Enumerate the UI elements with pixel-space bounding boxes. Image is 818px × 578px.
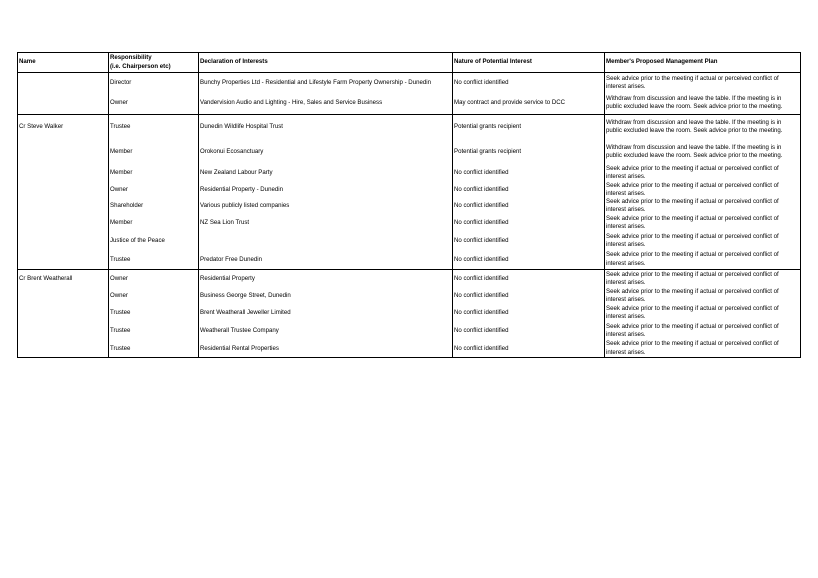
cell-responsibility: Owner <box>109 93 199 115</box>
cell-plan: Seek advice prior to the meeting if actual or perceived conflict of interest arises. <box>605 250 801 270</box>
cell-name <box>18 198 109 215</box>
cell-responsibility: Member <box>109 140 199 165</box>
cell-responsibility: Trustee <box>109 322 199 340</box>
cell-declaration: Residential Property <box>199 270 453 288</box>
header-responsibility-line1: Responsibility <box>110 54 152 62</box>
table-row <box>18 198 801 215</box>
cell-name <box>18 322 109 340</box>
cell-declaration: Predator Free Dunedin <box>199 250 453 270</box>
cell-name <box>18 232 109 250</box>
cell-nature: No conflict identified <box>453 182 605 198</box>
cell-plan: Withdraw from discussion and leave the table. If the meeting is in public excluded leave the room. Seek advice prior to the meeting. <box>605 115 801 140</box>
cell-responsibility: Shareholder <box>109 198 199 215</box>
cell-nature: Potential grants recipient <box>453 115 605 140</box>
cell-declaration: Residential Rental Properties <box>199 340 453 358</box>
cell-responsibility: Trustee <box>109 340 199 358</box>
table-row <box>18 115 801 140</box>
cell-name <box>18 250 109 270</box>
cell-responsibility: Member <box>109 215 199 232</box>
cell-nature: No conflict identified <box>453 322 605 340</box>
cell-plan: Withdraw from discussion and leave the table. If the meeting is in public excluded leave the room. Seek advice prior to the meeting. <box>605 140 801 165</box>
table-row <box>18 232 801 250</box>
cell-plan: Seek advice prior to the meeting if actual or perceived conflict of interest arises. <box>605 73 801 93</box>
cell-nature: No conflict identified <box>453 165 605 182</box>
cell-responsibility: Owner <box>109 270 199 288</box>
cell-nature: No conflict identified <box>453 232 605 250</box>
cell-plan: Seek advice prior to the meeting if actual or perceived conflict of interest arises. <box>605 165 801 182</box>
cell-name <box>18 165 109 182</box>
cell-responsibility: Trustee <box>109 305 199 322</box>
cell-declaration: New Zealand Labour Party <box>199 165 453 182</box>
cell-nature: No conflict identified <box>453 198 605 215</box>
table-row <box>18 182 801 198</box>
interests-register-table <box>17 52 801 358</box>
cell-nature: No conflict identified <box>453 288 605 305</box>
cell-responsibility: Owner <box>109 182 199 198</box>
header-responsibility-line2: (i.e. Chairperson etc) <box>110 62 171 70</box>
cell-declaration: Weatherall Trustee Company <box>199 322 453 340</box>
cell-declaration: Various publicly listed companies <box>199 198 453 215</box>
cell-plan: Seek advice prior to the meeting if actual or perceived conflict of interest arises. <box>605 340 801 358</box>
header-declaration: Declaration of Interests <box>199 53 453 73</box>
table-row <box>18 250 801 270</box>
table-row <box>18 322 801 340</box>
cell-nature: No conflict identified <box>453 340 605 358</box>
header-nature: Nature of Potential Interest <box>453 53 605 73</box>
cell-responsibility: Trustee <box>109 250 199 270</box>
cell-name <box>18 340 109 358</box>
cell-declaration <box>199 232 453 250</box>
cell-nature: No conflict identified <box>453 73 605 93</box>
cell-name <box>18 93 109 115</box>
cell-responsibility: Director <box>109 73 199 93</box>
cell-responsibility: Justice of the Peace <box>109 232 199 250</box>
header-row <box>18 53 801 73</box>
header-name: Name <box>18 53 109 73</box>
table-row <box>18 73 801 93</box>
table-row <box>18 270 801 288</box>
cell-nature: No conflict identified <box>453 215 605 232</box>
cell-responsibility: Member <box>109 165 199 182</box>
cell-nature: No conflict identified <box>453 270 605 288</box>
cell-declaration: Dunedin Wildlife Hospital Trust <box>199 115 453 140</box>
cell-plan: Seek advice prior to the meeting if actual or perceived conflict of interest arises. <box>605 198 801 215</box>
cell-plan: Seek advice prior to the meeting if actual or perceived conflict of interest arises. <box>605 270 801 288</box>
table-row <box>18 93 801 115</box>
cell-declaration: Brent Weatherall Jeweller Limited <box>199 305 453 322</box>
cell-name <box>18 73 109 93</box>
cell-plan: Seek advice prior to the meeting if actual or perceived conflict of interest arises. <box>605 288 801 305</box>
cell-name <box>18 305 109 322</box>
table-row <box>18 140 801 165</box>
cell-responsibility: Owner <box>109 288 199 305</box>
cell-declaration: Business George Street, Dunedin <box>199 288 453 305</box>
cell-plan: Withdraw from discussion and leave the table. If the meeting is in public excluded leave the room. Seek advice prior to the meeting. <box>605 93 801 115</box>
header-responsibility <box>109 53 199 73</box>
cell-name: Cr Steve Walker <box>18 115 109 140</box>
cell-declaration: Bunchy Properties Ltd - Residential and Lifestyle Farm Property Ownership - Dunedin <box>199 73 453 93</box>
cell-nature: Potential grants recipient <box>453 140 605 165</box>
cell-declaration: NZ Sea Lion Trust <box>199 215 453 232</box>
cell-responsibility: Trustee <box>109 115 199 140</box>
cell-declaration: Residential Property - Dunedin <box>199 182 453 198</box>
table-row <box>18 215 801 232</box>
cell-plan: Seek advice prior to the meeting if actual or perceived conflict of interest arises. <box>605 182 801 198</box>
cell-name <box>18 182 109 198</box>
cell-plan: Seek advice prior to the meeting if actual or perceived conflict of interest arises. <box>605 232 801 250</box>
cell-nature: May contract and provide service to DCC <box>453 93 605 115</box>
cell-declaration: Orokonui Ecosanctuary <box>199 140 453 165</box>
cell-name <box>18 288 109 305</box>
cell-plan: Seek advice prior to the meeting if actual or perceived conflict of interest arises. <box>605 215 801 232</box>
cell-plan: Seek advice prior to the meeting if actual or perceived conflict of interest arises. <box>605 322 801 340</box>
cell-nature: No conflict identified <box>453 305 605 322</box>
table-row <box>18 305 801 322</box>
cell-declaration: Vandervision Audio and Lighting - Hire, Sales and Service Business <box>199 93 453 115</box>
cell-plan: Seek advice prior to the meeting if actual or perceived conflict of interest arises. <box>605 305 801 322</box>
table-row <box>18 340 801 358</box>
cell-name: Cr Brent Weatherall <box>18 270 109 288</box>
cell-nature: No conflict identified <box>453 250 605 270</box>
table-row <box>18 165 801 182</box>
cell-name <box>18 140 109 165</box>
cell-name <box>18 215 109 232</box>
table-row <box>18 288 801 305</box>
header-plan: Member's Proposed Management Plan <box>605 53 801 73</box>
